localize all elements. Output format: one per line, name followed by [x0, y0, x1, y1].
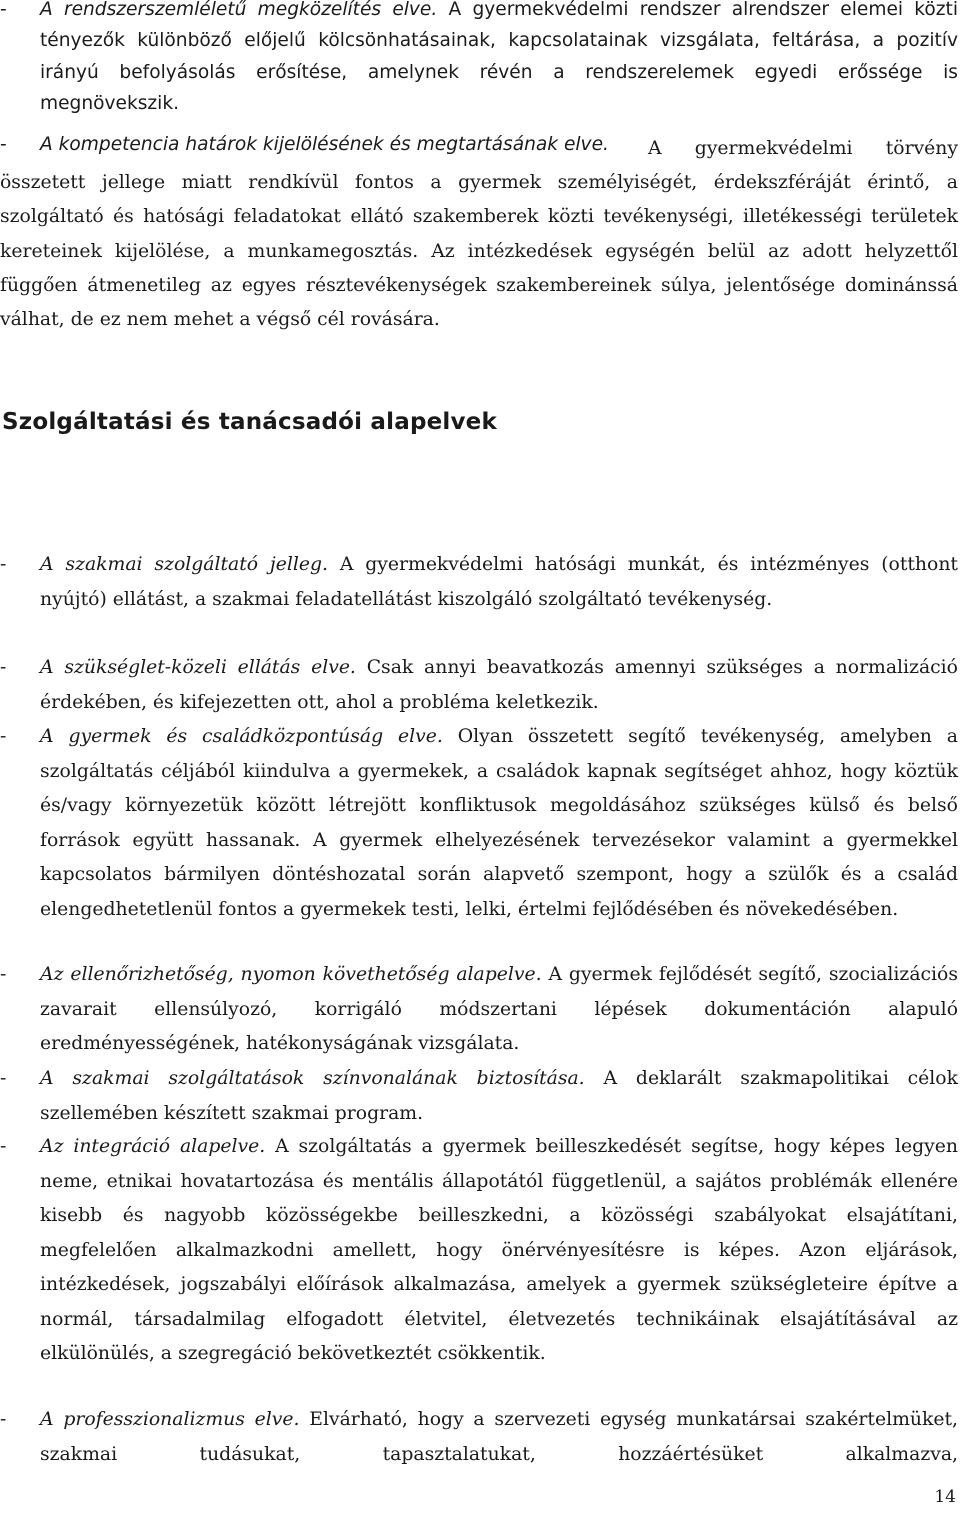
item-description: Olyan összetett segítő tevékenység, amelyben a szolgáltatás céljából kiindulva a gyermekek, a családok kapnak segítséget ahhoz, hogy köztük és/vagy környezetük között létrejött konfliktusok megoldásához szükséges külső és belső források együtt hassanak. A gyermek elhelyezésének tervezésekor valamint a gyermekkel kapcsolatos bármilyen döntéshozatal során alapvető szempont, hogy a szülők és a család elengedhetetlenül fontos a gyermekek testi, lelki, értelmi fejlődésében és növekedésében.: [40, 726, 958, 920]
item-title: A professzionalizmus elve.: [40, 1409, 300, 1430]
section-heading: Szolgáltatási és tanácsadói alapelvek: [2, 409, 497, 435]
item-description: Elvárható, hogy a szervezeti egység munkatársai szakértelmüket, szakmai tudásukat, tapasztalatukat, hozzáértésüket alkalmazva,: [40, 1409, 958, 1465]
list-dash: -: [0, 0, 7, 20]
item-description: A gyermekvédelmi hatósági munkát, és intézményes (otthont nyújtó) ellátást, a szakmai feladatellátást kiszolgáló szolgáltató tevékenység.: [40, 554, 958, 610]
list-dash: -: [0, 657, 7, 678]
principle-title: A rendszerszemléletű megközelítés elve.: [40, 0, 438, 20]
principle-text: [0, 132, 958, 337]
item-title: Az integráció alapelve.: [40, 1136, 266, 1157]
item-text: [40, 548, 958, 617]
principle-title: A kompetencia határok kijelölésének és megtartásának elve.: [40, 134, 609, 155]
item-title: A gyermek és családközpontúság elve.: [40, 726, 443, 747]
item-text: [40, 1130, 958, 1372]
item-text: [40, 1403, 958, 1472]
list-dash: -: [0, 1068, 7, 1089]
item-description: A gyermek fejlődését segítő, szocializációs zavarait ellensúlyozó, korrigáló módszertani lépések dokumentáción alapuló eredményességének, hatékonyságának vizsgálata.: [40, 964, 958, 1054]
item-text: [40, 1062, 958, 1131]
item-text: [40, 958, 958, 1062]
item-title: A szakmai szolgáltatások színvonalának biztosítása.: [40, 1068, 585, 1089]
item-title: A szakmai szolgáltató jelleg.: [40, 554, 328, 575]
item-description: Csak annyi beavatkozás amennyi szükséges a normalizáció érdekében, és kifejezetten ott, ahol a probléma keletkezik.: [40, 657, 958, 713]
list-dash: -: [0, 1136, 7, 1157]
item-text: [40, 651, 958, 720]
item-description: A szolgáltatás a gyermek beilleszkedését segítse, hogy képes legyen neme, etnikai hovatartozása és mentális állapotától függetlenül, a sajátos problémák ellenére kisebb és nagyobb közösségekbe beilleszkedni, a közösségi szabályokat elsajátítani, megfelelően alkalmazkodni amellett, hogy önérvényesítésre is képes. Azon eljárások, intézkedések, jogszabályi előírások alkalmazása, amelyek a gyermek szükségleteire építve a normál, társadalmilag elfogadott életvitel, életvezetés technikáinak elsajátításával az elkülönülés, a szegregáció bekövetkeztét csökkentik.: [40, 1136, 958, 1364]
principle-text: [40, 0, 958, 119]
list-dash: -: [0, 1409, 7, 1430]
list-dash: -: [0, 134, 7, 155]
principle-description: A gyermekvédelmi törvény összetett jellege miatt rendkívül fontos a gyermek személyiségét, érdekszféráját érintő, a szolgáltató és hatósági feladatokat ellátó szakemberek közti tevékenységi, illetékességi területek kereteinek kijelölése, a munkamegosztás. Az intézkedések egységén belül az adott helyzettől függően átmenetileg az egyes résztevékenységek szakembereinek súlya, jelentősége dominánssá válhat, de ez nem mehet a végső cél rovására.: [0, 138, 958, 331]
list-dash: -: [0, 726, 7, 747]
list-dash: -: [0, 964, 7, 985]
item-title: A szükséglet-közeli ellátás elve.: [40, 657, 356, 678]
principle-description: A gyermekvédelmi rendszer alrendszer elemei közti tényezők különböző előjelű kölcsönhatásainak, kapcsolatainak vizsgálata, feltárása, a pozitív irányú befolyásolás erősítése, amelynek révén a rendszerelemek egyedi erőssége is megnövekszik.: [40, 0, 958, 114]
item-description: A deklarált szakmapolitikai célok szellemében készített szakmai program.: [40, 1068, 958, 1124]
item-title: Az ellenőrizhetőség, nyomon követhetőség alapelve.: [40, 964, 542, 985]
list-dash: -: [0, 554, 7, 575]
item-text: [40, 720, 958, 927]
page-number: 14: [934, 1487, 956, 1507]
